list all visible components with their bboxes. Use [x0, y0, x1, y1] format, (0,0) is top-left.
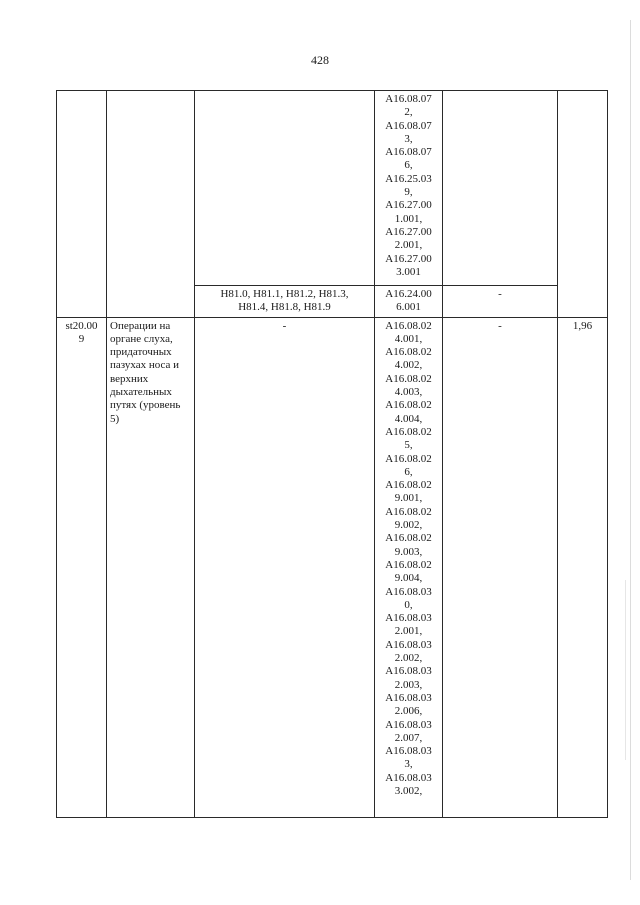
cell-codes-diagnosis — [375, 286, 443, 318]
group-id-lines — [60, 320, 103, 347]
text-line: 3, — [404, 132, 413, 145]
text-line: A16.08.02 — [385, 425, 432, 438]
text-line: путях (уровень — [110, 399, 181, 412]
text-line: Операции на — [110, 319, 171, 332]
text-line: 2.003, — [394, 678, 423, 691]
text-line: A16.08.03 — [385, 612, 432, 625]
cell-group-id — [57, 317, 107, 817]
text-line: 4.001, — [394, 332, 423, 345]
table-row-continuation — [57, 91, 608, 286]
codes-list — [378, 320, 439, 799]
codes-list — [378, 93, 439, 279]
text-line: A16.08.02 — [385, 479, 432, 492]
text-line: A16.24.00 — [385, 288, 432, 300]
text-line: 4.002, — [394, 359, 423, 372]
text-line: 3, — [404, 758, 413, 771]
text-line: 2.002, — [394, 652, 423, 665]
cell-group-name — [107, 317, 195, 817]
text-line: 9.001, — [394, 492, 423, 505]
cell-extra-empty — [443, 91, 558, 286]
text-line: A16.08.02 — [385, 505, 432, 518]
cell-coefficient-empty — [558, 91, 608, 318]
text-line: A16.08.07 — [385, 93, 432, 105]
text-line: A16.08.02 — [385, 532, 432, 545]
text-line: 4.003, — [394, 386, 423, 399]
cell-diagnosis-empty — [195, 91, 375, 286]
cell-extra-dash: - — [443, 286, 558, 318]
text-line: 3.002, — [394, 784, 423, 797]
text-line: A16.08.03 — [385, 718, 432, 731]
text-line: придаточных — [110, 346, 172, 359]
text-line: верхних — [110, 372, 149, 385]
group-name-lines — [110, 320, 191, 426]
text-line: 2.001, — [394, 239, 423, 252]
text-line: 2, — [404, 106, 413, 119]
text-line: 6, — [404, 159, 413, 172]
text-line: 9.002, — [394, 519, 423, 532]
text-line: 2.001, — [394, 625, 423, 638]
scan-edge-line-secondary — [625, 580, 626, 760]
text-line: H81.0, H81.1, H81.2, H81.3, — [220, 288, 349, 300]
text-line: 2.006, — [394, 705, 423, 718]
text-line: дыхательных — [110, 386, 172, 399]
text-line: A16.08.02 — [385, 558, 432, 571]
text-line: 6, — [404, 465, 413, 478]
text-line: 9.004, — [394, 572, 423, 585]
text-line: пазухах носа и — [110, 359, 180, 372]
text-line: A16.08.02 — [385, 346, 432, 359]
text-line: A16.08.07 — [385, 119, 432, 132]
text-line: A16.08.02 — [385, 372, 432, 385]
text-line: 5, — [404, 439, 413, 452]
text-line: 9, — [404, 186, 413, 199]
text-line: 3.001 — [396, 265, 421, 278]
text-line: A16.27.00 — [385, 252, 432, 265]
cell-codes-continuation — [375, 91, 443, 286]
text-line: H81.4, H81.8, H81.9 — [238, 301, 331, 314]
text-line: 9.003, — [394, 545, 423, 558]
text-line: A16.08.03 — [385, 691, 432, 704]
text-line: органе слуха, — [110, 332, 173, 345]
cell-diagnoses — [195, 286, 375, 318]
text-line: A16.08.03 — [385, 665, 432, 678]
text-line: A16.08.03 — [385, 771, 432, 784]
text-line: A16.08.03 — [385, 585, 432, 598]
table-row-st20-009 — [57, 317, 608, 817]
text-line: 6.001 — [396, 301, 421, 314]
cell-extra-dash-main: - — [443, 317, 558, 817]
text-line: st20.00 — [65, 319, 98, 332]
text-line: 4.004, — [394, 412, 423, 425]
page-number: 428 — [311, 53, 329, 67]
scan-edge-line — [630, 20, 631, 880]
text-line: 1.001, — [394, 212, 423, 225]
cell-id-empty — [57, 91, 107, 318]
text-line: A16.08.02 — [385, 319, 432, 332]
text-line: A16.08.02 — [385, 452, 432, 465]
text-line: A16.25.03 — [385, 172, 432, 185]
text-line: 5) — [110, 412, 120, 425]
cell-coefficient: 1,96 — [558, 317, 608, 817]
text-line: 2.007, — [394, 731, 423, 744]
text-line: 0, — [404, 598, 413, 611]
text-line: A16.08.07 — [385, 146, 432, 159]
tariff-table — [56, 90, 608, 818]
cell-diagnosis-dash: - — [195, 317, 375, 817]
text-line: A16.27.00 — [385, 199, 432, 212]
text-line: 9 — [78, 332, 85, 345]
text-line: A16.08.03 — [385, 638, 432, 651]
cell-name-empty — [107, 91, 195, 318]
diagnosis-list — [198, 288, 371, 315]
text-line: A16.27.00 — [385, 225, 432, 238]
cell-codes-main — [375, 317, 443, 817]
codes-list — [378, 288, 439, 315]
text-line: A16.08.03 — [385, 745, 432, 758]
text-line: A16.08.02 — [385, 399, 432, 412]
